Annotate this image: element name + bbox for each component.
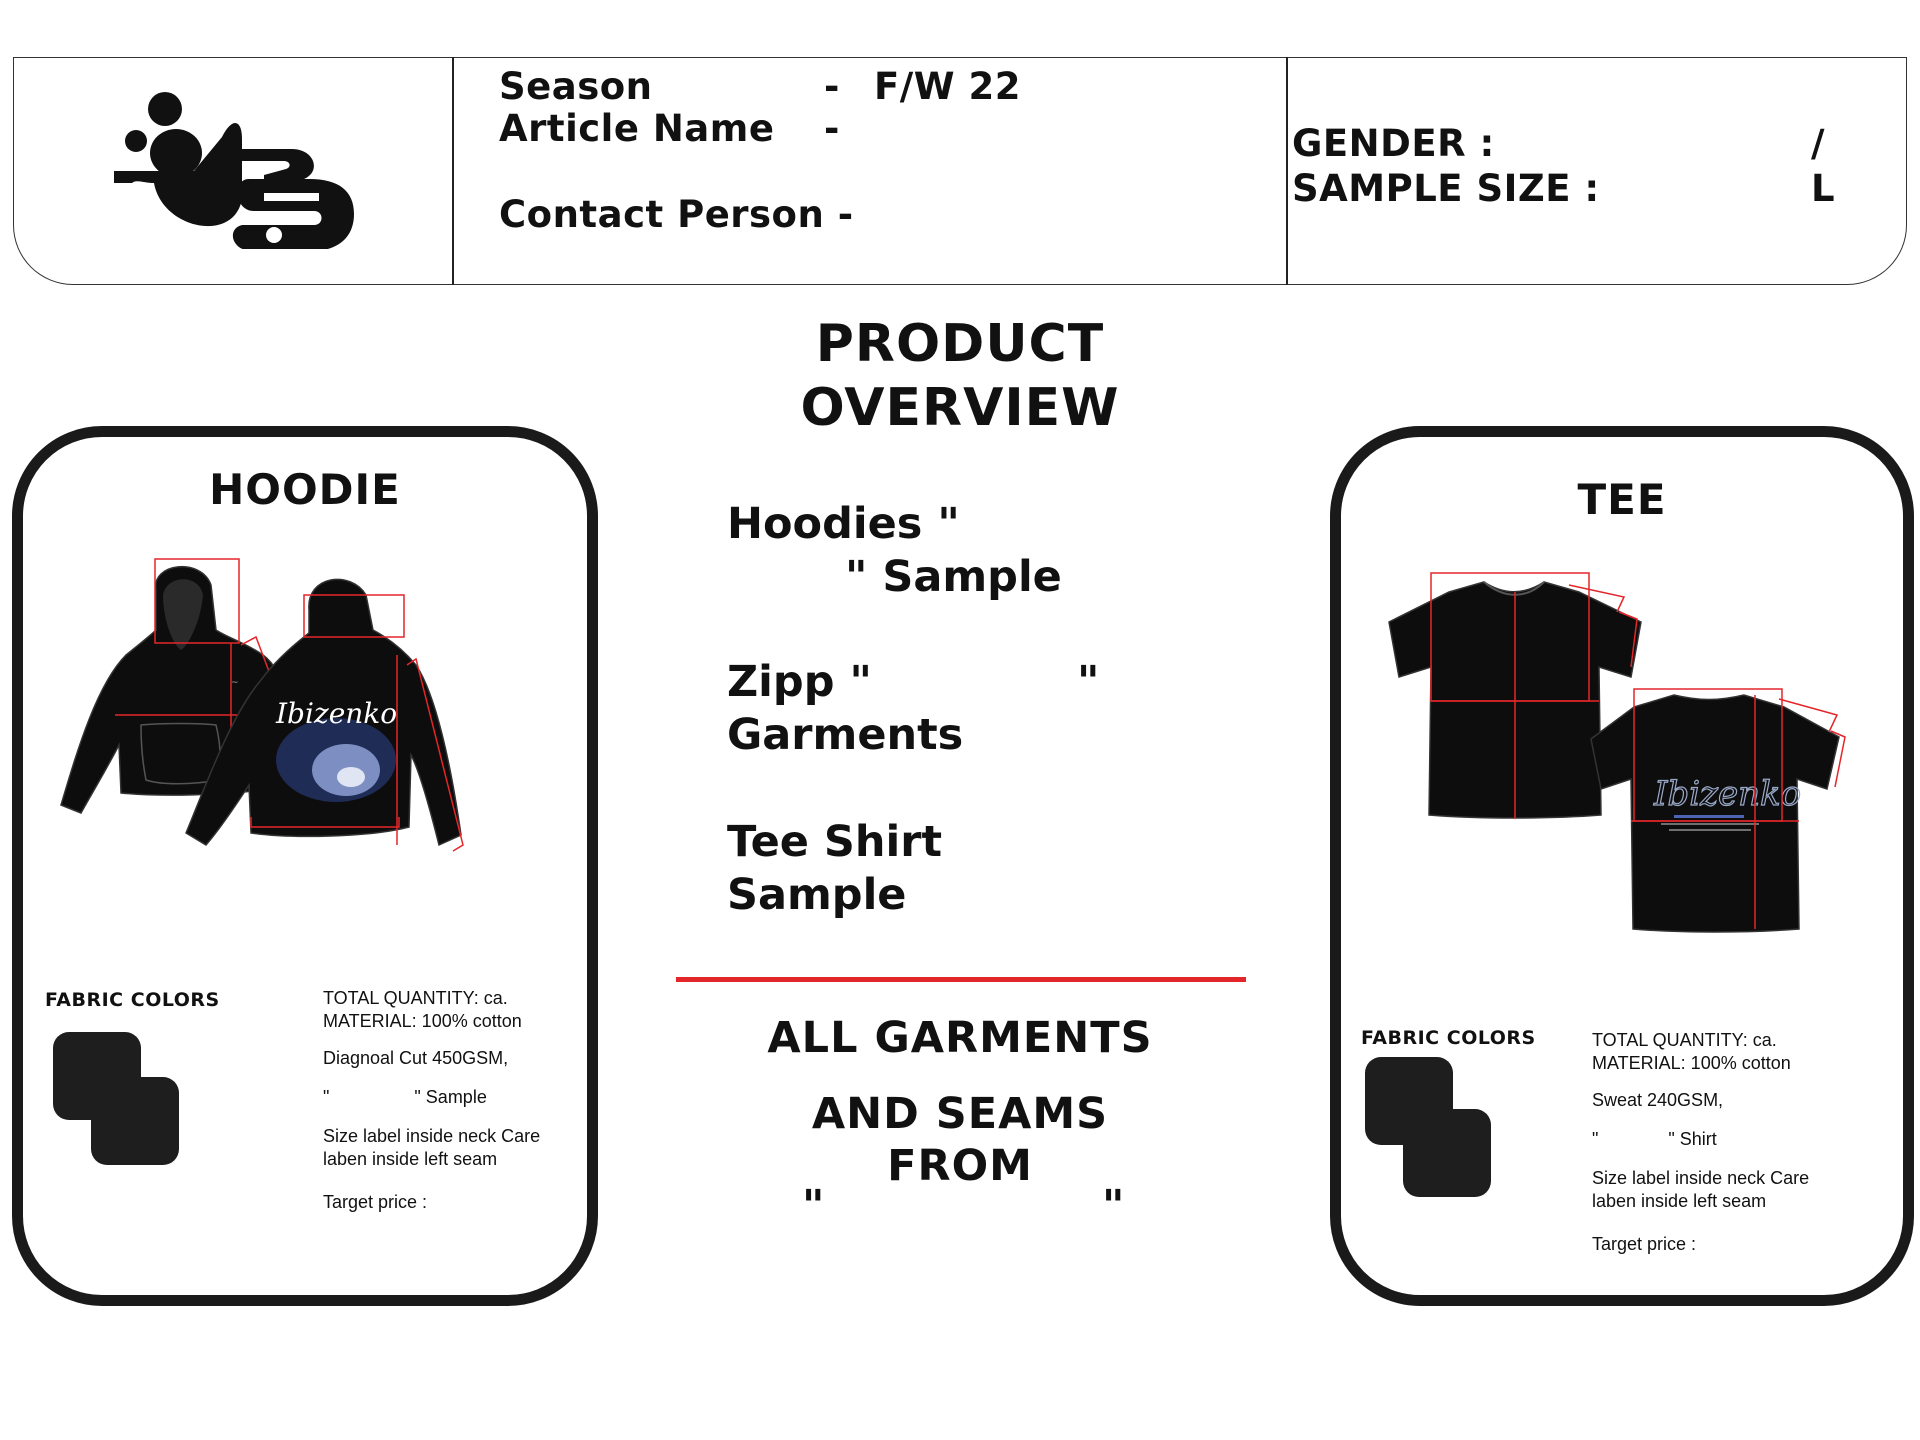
tee-spec-quantity: TOTAL QUANTITY: ca. [1592,1030,1777,1050]
overview-item-zipp [727,656,1107,762]
hoodie-fabric-swatch-2 [91,1077,179,1165]
gender-value: / [1811,122,1826,165]
season-value: F/W 22 [874,65,1021,108]
tee-spec-sample: " " Shirt [1592,1129,1717,1149]
overview-item-zipp-quote-end: " [1077,657,1100,707]
season-label: Season [499,65,653,108]
gender-label: GENDER : [1292,122,1495,165]
page-title [700,312,1220,440]
contact-person-label: Contact Person - [499,193,854,236]
overview-item-tee [727,816,942,922]
article-name-dash: - [824,107,840,150]
footer-quote-close: " [1102,1181,1126,1231]
header-divider-left [452,57,454,285]
hoodie-title: HOODIE [209,465,401,514]
hoodie-card [12,426,598,1306]
footer-line3: FROM [887,1141,1033,1191]
tee-spec-list [1592,1029,1872,1256]
tee-spec-care-label: laben inside left seam [1592,1191,1767,1211]
sample-size-label: SAMPLE SIZE : [1292,167,1600,210]
hoodie-spec-target-price: Target price : [323,1192,428,1212]
tee-print-text: Ibizenko [1654,774,1802,814]
tee-fabric-colors-label: FABRIC COLORS [1361,1027,1536,1049]
overview-item-tee-line2: Sample [727,870,907,920]
tee-card [1330,426,1914,1306]
tee-back [1591,695,1839,932]
hoodie-spec-material: MATERIAL: 100% cotton [323,1011,522,1031]
footer-line1: ALL GARMENTS [767,1013,1153,1063]
overview-item-hoodies-line2: " Sample [845,552,1062,602]
overview-item-zipp-line1: Zipp " [727,657,872,707]
overview-item-zipp-line2: Garments [727,710,964,760]
tee-spec-fabric: Sweat 240GSM, [1592,1090,1724,1110]
hoodie-spec-size-label: Size label inside neck Care [323,1126,541,1146]
hoodie-spec-cut: Diagnoal Cut 450GSM, [323,1048,509,1068]
tee-spec-target-price: Target price : [1592,1234,1697,1254]
page-title-line1: PRODUCT [815,314,1105,374]
tee-spec-material: MATERIAL: 100% cotton [1592,1053,1791,1073]
overview-item-hoodies [727,498,1062,604]
header-divider-right [1286,57,1288,285]
overview-item-tee-line1: Tee Shirt [727,817,942,867]
header-bar [13,57,1907,285]
season-dash: - [824,65,840,108]
hoodie-spec-sample: " " Sample [323,1087,487,1107]
hoodie-spec-care-label: laben inside left seam [323,1149,498,1169]
overview-item-hoodies-line1: Hoodies " [727,499,960,549]
footer-quote-open: " [802,1181,826,1231]
article-name-label: Article Name [499,107,775,150]
tee-title: TEE [1577,475,1667,524]
hoodie-print-text: Ibizenko [276,697,398,730]
footer-statement [700,1012,1220,1231]
sample-size-value: L [1811,167,1836,210]
page-title-line2: OVERVIEW [800,378,1120,438]
tee-technical-drawing [1369,567,1899,947]
hoodie-fabric-colors-label: FABRIC COLORS [45,989,220,1011]
tee-spec-size-label: Size label inside neck Care [1592,1168,1810,1188]
hoodie-spec-list [323,987,593,1214]
footer-line2: AND SEAMS [811,1089,1109,1139]
hoodie-technical-drawing [51,555,571,915]
hoodie-spec-quantity: TOTAL QUANTITY: ca. [323,988,508,1008]
svg-text:~: ~ [231,678,239,688]
section-divider [676,977,1246,982]
tee-fabric-swatch-2 [1403,1109,1491,1197]
brand-logo [114,79,374,249]
